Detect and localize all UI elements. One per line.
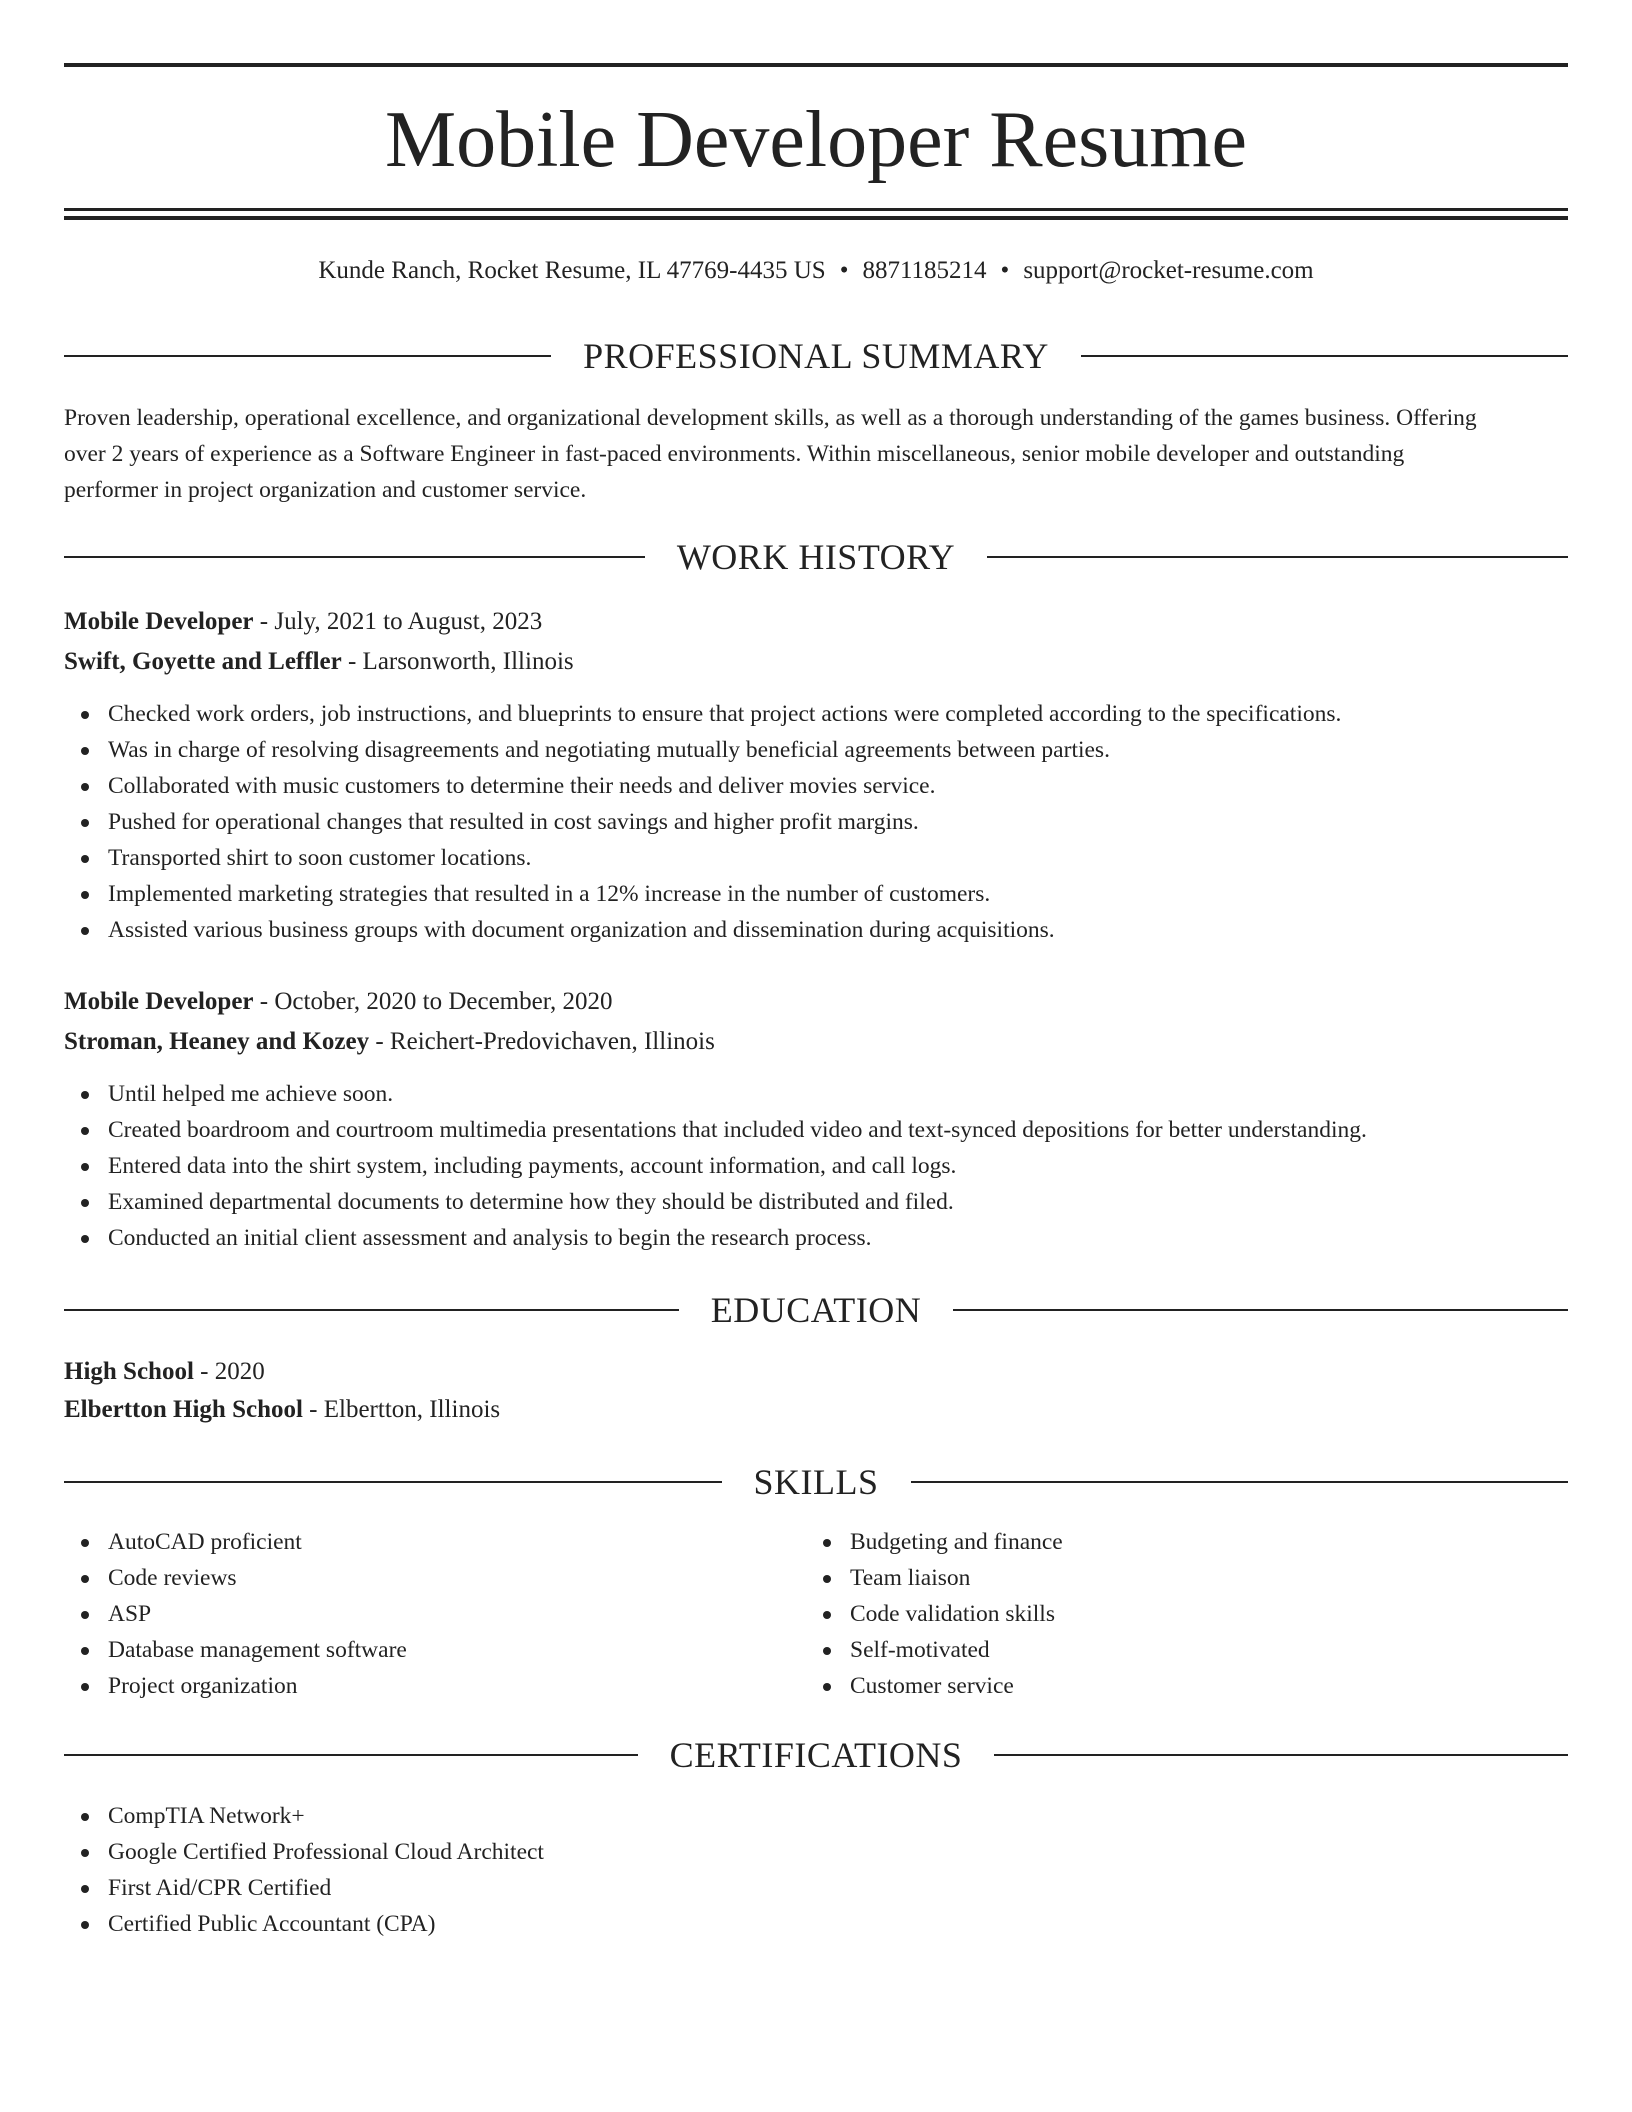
top-rule (64, 63, 1568, 67)
list-item-text: Budgeting and finance (850, 1529, 1063, 1555)
contact-email: support@rocket-resume.com (1023, 257, 1314, 284)
list-item-text: Code reviews (108, 1565, 237, 1591)
bullet-icon (823, 1611, 831, 1619)
job-company-line (64, 644, 1568, 680)
list-item (64, 1834, 1568, 1870)
list-item-text: Conducted an initial client assessment and analysis to begin the research process. (108, 1225, 872, 1251)
bullet-icon (81, 783, 89, 791)
heading-rule (994, 1754, 1568, 1756)
list-item (806, 1632, 1632, 1668)
resume-title: Mobile Developer Resume (385, 96, 1247, 184)
job-company: Swift, Goyette and Leffler (64, 648, 342, 675)
list-item (806, 1524, 1632, 1560)
heading-rule (64, 1481, 722, 1483)
list-item (806, 1668, 1632, 1704)
list-item-text: Project organization (108, 1673, 298, 1699)
list-item-text: Google Certified Professional Cloud Architect (108, 1839, 544, 1865)
bullet-icon (823, 1683, 831, 1691)
list-item (64, 1076, 1568, 1112)
title-rule-upper (64, 208, 1568, 211)
heading-rule (64, 355, 551, 357)
certifications-list (64, 1798, 1568, 1942)
job-location: - Larsonworth, Illinois (341, 648, 574, 675)
bullet-icon (81, 855, 89, 863)
list-item (806, 1596, 1632, 1632)
list-item (64, 840, 1568, 876)
skills-list-right (806, 1524, 1632, 1704)
bullet-icon (81, 1575, 89, 1583)
section-heading-skills (64, 1460, 1568, 1504)
list-item-text: Until helped me achieve soon. (108, 1081, 394, 1107)
contact-phone: 8871185214 (862, 257, 987, 284)
summary-line: performer in project organization and customer service. (64, 477, 587, 503)
section-heading-certifications (64, 1733, 1568, 1777)
list-item (64, 912, 1568, 948)
section-title: SKILLS (753, 1462, 879, 1502)
bullet-icon (81, 1091, 89, 1099)
list-item-text: First Aid/CPR Certified (108, 1875, 332, 1901)
bullet-icon (81, 1163, 89, 1171)
bullet-icon (81, 1885, 89, 1893)
heading-rule (1081, 355, 1568, 357)
list-item-text: Assisted various business groups with document organization and dissemination during acquisitions. (108, 917, 1055, 943)
section-heading-summary (64, 334, 1568, 378)
list-item-text: Customer service (850, 1673, 1014, 1699)
list-item-text: Collaborated with music customers to determine their needs and deliver movies service. (108, 773, 936, 799)
bullet-icon (81, 1683, 89, 1691)
heading-rule (987, 556, 1568, 558)
bullet-icon (823, 1539, 831, 1547)
bullet-icon (823, 1647, 831, 1655)
title-rule-lower (64, 216, 1568, 220)
education-school-line (64, 1392, 1568, 1428)
heading-rule (64, 1754, 638, 1756)
bullet-icon (81, 1539, 89, 1547)
section-title: PROFESSIONAL SUMMARY (583, 336, 1049, 376)
section-title: WORK HISTORY (676, 537, 956, 577)
list-item (64, 768, 1568, 804)
list-item (64, 1906, 1568, 1942)
list-item-text: Checked work orders, job instructions, and blueprints to ensure that project actions were completed according to the specifications. (108, 701, 1342, 727)
list-item-text: Was in charge of resolving disagreements and negotiating mutually beneficial agreements between parties. (108, 737, 1110, 763)
bullet-icon (823, 1575, 831, 1583)
bullet-icon (81, 747, 89, 755)
job-title: Mobile Developer (64, 988, 254, 1015)
list-item-text: AutoCAD proficient (108, 1529, 302, 1555)
education-year: - 2020 (193, 1358, 265, 1385)
list-item (64, 1220, 1568, 1256)
job-bullets (64, 1076, 1568, 1256)
list-item (64, 696, 1568, 732)
list-item (64, 1148, 1568, 1184)
summary-line: over 2 years of experience as a Software Engineer in fast-paced environments. Within miscellaneous, senior mobile developer and outstanding (64, 441, 1405, 467)
education-location: - Elbertton, Illinois (302, 1396, 501, 1423)
job-title-line (64, 984, 1568, 1020)
list-item-text: ASP (108, 1601, 152, 1627)
bullet-icon (81, 1921, 89, 1929)
list-item-text: Team liaison (850, 1565, 971, 1591)
job-title: Mobile Developer (64, 608, 254, 635)
job-location: - Reichert-Predovichaven, Illinois (369, 1028, 715, 1055)
contact-separator: • (1000, 257, 1010, 284)
job-title-line (64, 604, 1568, 640)
list-item-text: Implemented marketing strategies that resulted in a 12% increase in the number of customers. (108, 881, 991, 907)
heading-rule (64, 1309, 679, 1311)
bullet-icon (81, 1199, 89, 1207)
education-degree: High School (64, 1358, 194, 1385)
list-item-text: Entered data into the shirt system, including payments, account information, and call logs. (108, 1153, 957, 1179)
list-item (64, 876, 1568, 912)
list-item (64, 732, 1568, 768)
heading-rule (64, 556, 645, 558)
job-company-line (64, 1024, 1568, 1060)
bullet-icon (81, 1849, 89, 1857)
bullet-icon (81, 819, 89, 827)
contact-line (64, 255, 1568, 287)
bullet-icon (81, 1235, 89, 1243)
summary-text (64, 400, 1568, 508)
list-item (64, 1184, 1568, 1220)
list-item-text: Certified Public Accountant (CPA) (108, 1911, 436, 1937)
bullet-icon (81, 891, 89, 899)
list-item-text: Code validation skills (850, 1601, 1055, 1627)
summary-line: Proven leadership, operational excellence, and organizational development skills, as well as a thorough understanding of the games business. Offering (64, 405, 1477, 431)
list-item-text: Pushed for operational changes that resulted in cost savings and higher profit margins. (108, 809, 919, 835)
contact-separator: • (839, 257, 849, 284)
bullet-icon (81, 1127, 89, 1135)
bullet-icon (81, 1813, 89, 1821)
list-item (806, 1560, 1632, 1596)
list-item (64, 1870, 1568, 1906)
section-heading-education (64, 1288, 1568, 1332)
education-degree-line (64, 1354, 1568, 1390)
section-title: EDUCATION (710, 1290, 922, 1330)
bullet-icon (81, 711, 89, 719)
job-dates: - October, 2020 to December, 2020 (253, 988, 613, 1015)
section-heading-work-history (64, 535, 1568, 579)
contact-address: Kunde Ranch, Rocket Resume, IL 47769-4435 US (318, 257, 826, 284)
job-dates: - July, 2021 to August, 2023 (253, 608, 543, 635)
list-item (64, 1798, 1568, 1834)
section-title: CERTIFICATIONS (669, 1735, 963, 1775)
list-item (64, 1112, 1568, 1148)
list-item-text: Database management software (108, 1637, 407, 1663)
job-bullets (64, 696, 1568, 948)
list-item-text: CompTIA Network+ (108, 1803, 305, 1829)
bullet-icon (81, 1611, 89, 1619)
heading-rule (911, 1481, 1569, 1483)
bullet-icon (81, 927, 89, 935)
list-item (64, 804, 1568, 840)
list-item-text: Self-motivated (850, 1637, 990, 1663)
list-item-text: Created boardroom and courtroom multimedia presentations that included video and text-synced depositions for better understanding. (108, 1117, 1367, 1143)
list-item-text: Examined departmental documents to determine how they should be distributed and filed. (108, 1189, 954, 1215)
job-company: Stroman, Heaney and Kozey (64, 1028, 370, 1055)
heading-rule (953, 1309, 1568, 1311)
bullet-icon (81, 1647, 89, 1655)
list-item-text: Transported shirt to soon customer locations. (108, 845, 532, 871)
education-school: Elbertton High School (64, 1396, 303, 1423)
